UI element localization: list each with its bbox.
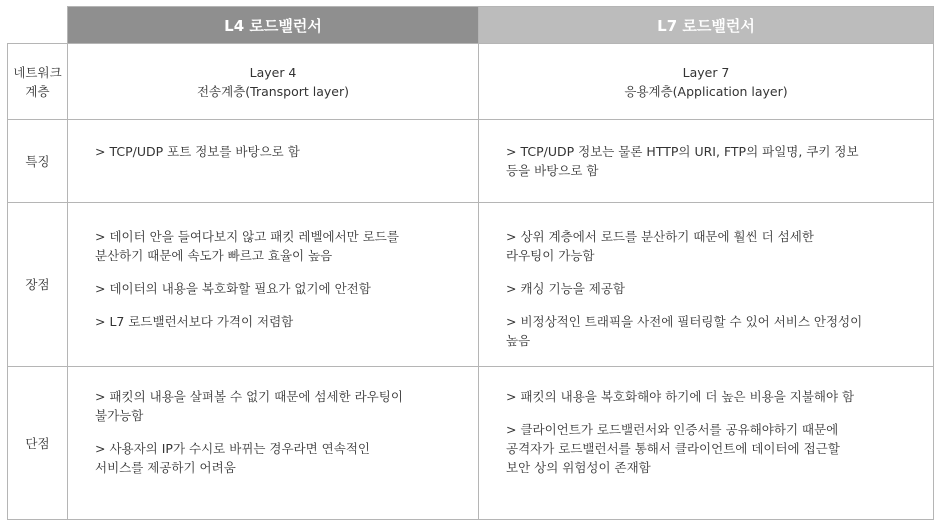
l4-pros-item: > 데이터 안을 들여다보지 않고 패킷 레벨에서만 로드를 분산하기 때문에 속도가 빠르고 효율이 높음 (95, 229, 399, 263)
row-label-text: 네트워크 계층 (13, 64, 62, 99)
row-label-feature: 특징 (8, 120, 68, 203)
l4-cons-cell (68, 367, 479, 520)
l7-layer-name: Layer 7 (682, 64, 730, 80)
l4-pros-cell (68, 203, 479, 367)
l7-feature-cell (479, 120, 934, 203)
header-l7: L7 로드밸런서 (479, 7, 934, 44)
l7-pros-item: > 캐싱 기능을 제공함 (506, 281, 625, 296)
row-label-pros: 장점 (8, 203, 68, 367)
l7-cons-item: > 패킷의 내용을 복호화해야 하기에 더 높은 비용을 지불해야 함 (506, 389, 855, 404)
comparison-table (7, 6, 934, 520)
l7-pros-item: > 상위 계층에서 로드를 분산하기 때문에 훨씬 더 섬세한 라우팅이 가능함 (506, 229, 814, 263)
l7-layer-cell (479, 44, 934, 120)
l4-layer-desc: 전송계층(Transport layer) (196, 83, 350, 99)
l7-cons-cell (479, 367, 934, 520)
header-l4: L4 로드밸런서 (68, 7, 479, 44)
row-label-layer (8, 44, 68, 120)
l7-cons-item: > 클라이언트가 로드밸런서와 인증서를 공유해야하기 때문에 공격자가 로드밸런서를 통해서 클라이언트에 데이터에 접근할 보안 상의 위험성이 존재함 (506, 422, 840, 475)
l7-feature-item: > TCP/UDP 정보는 물론 HTTP의 URI, FTP의 파일명, 쿠키 정보 등을 바탕으로 함 (506, 144, 859, 178)
l4-pros-item: > 데이터의 내용을 복호화할 필요가 없기에 안전함 (95, 281, 371, 296)
l7-pros-cell (479, 203, 934, 367)
row-label-cons: 단점 (8, 367, 68, 520)
l4-pros-item: > L7 로드밸런서보다 가격이 저렴함 (95, 314, 294, 329)
l4-feature-cell (68, 120, 479, 203)
corner-cell (8, 7, 68, 44)
l4-cons-item: > 사용자의 IP가 수시로 바뀌는 경우라면 연속적인 서비스를 제공하기 어려움 (95, 441, 370, 475)
l4-feature-item: > TCP/UDP 포트 정보를 바탕으로 함 (95, 144, 300, 159)
l7-layer-desc: 응용계층(Application layer) (624, 83, 788, 99)
l4-layer-cell (68, 44, 479, 120)
l7-pros-item: > 비정상적인 트래픽을 사전에 필터링할 수 있어 서비스 안정성이 높음 (506, 314, 863, 348)
l4-cons-item: > 패킷의 내용을 살펴볼 수 없기 때문에 섬세한 라우팅이 불가능함 (95, 389, 403, 423)
l4-layer-name: Layer 4 (249, 64, 297, 80)
